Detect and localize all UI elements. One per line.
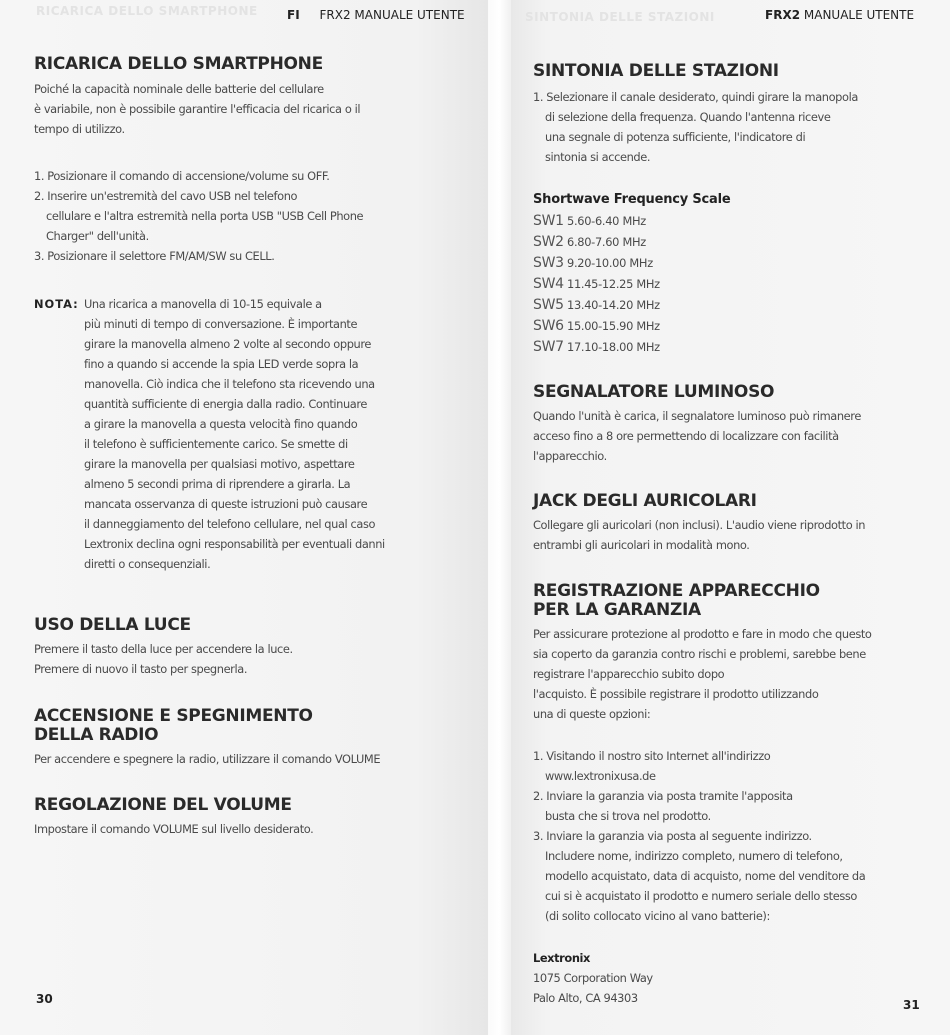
section-title: JACK DEGLI AURICOLARI xyxy=(533,491,757,511)
text-line: tempo di utilizzo. xyxy=(34,122,125,136)
step-line: 1. Posizionare il comando di accensione/volume su OFF. xyxy=(34,169,330,183)
text-line: è variabile, non è possibile garantire l'efficacia del ricarica o il xyxy=(34,102,361,116)
band-label: SW3 xyxy=(533,255,564,271)
section-tuning xyxy=(533,62,938,167)
step-line: Charger" dell'unità. xyxy=(46,229,149,243)
text-line: di selezione della frequenza. Quando l'antenna riceve xyxy=(545,110,831,124)
step-line: Includere nome, indirizzo completo, numero di telefono, xyxy=(545,849,843,863)
right-page xyxy=(511,0,950,1035)
step-line: 3. Posizionare il selettore FM/AM/SW su CELL. xyxy=(34,249,275,263)
address-line: Palo Alto, CA 94303 xyxy=(533,991,638,1005)
section-title: REGOLAZIONE DEL VOLUME xyxy=(34,795,292,815)
bleed-through-text: SINTONIA DELLE STAZIONI xyxy=(525,10,715,24)
table-row xyxy=(533,337,938,358)
band-range: 13.40-14.20 MHz xyxy=(567,298,660,312)
section-light xyxy=(34,616,484,679)
text-line: registrare l'apparecchio subito dopo xyxy=(533,667,725,681)
note-block xyxy=(34,294,484,574)
page-header xyxy=(765,8,914,22)
table-row xyxy=(533,274,938,295)
step-line: cui si è acquistato il prodotto e numero seriale dello stesso xyxy=(545,889,857,903)
text-line: 1. Selezionare il canale desiderato, quindi girare la manopola xyxy=(533,90,858,104)
text-line: entrambi gli auricolari in modalità mono. xyxy=(533,538,750,552)
text-line: Poiché la capacità nominale delle batterie del cellulare xyxy=(34,82,324,96)
charging-steps xyxy=(34,166,484,266)
shortwave-table xyxy=(533,211,938,358)
band-label: SW2 xyxy=(533,234,564,250)
section-charging xyxy=(34,55,484,139)
text-line: l'apparecchio. xyxy=(533,449,607,463)
note-line: diretti o consequenziali. xyxy=(84,557,211,571)
note-line: quantità sufficiente di energia dalla radio. Continuare xyxy=(84,397,368,411)
text-line: Per accendere e spegnere la radio, utilizzare il comando VOLUME xyxy=(34,752,381,766)
note-line: almeno 5 secondi prima di riprendere a girarla. La xyxy=(84,477,351,491)
note-line: manovella. Ciò indica che il telefono sta ricevendo una xyxy=(84,377,375,391)
step-line: busta che si trova nel prodotto. xyxy=(545,809,711,823)
step-line: 1. Visitando il nostro sito Internet all'indirizzo xyxy=(533,749,771,763)
text-line: una di queste opzioni: xyxy=(533,707,651,721)
note-line: Lextronix declina ogni responsabilità per eventuali danni xyxy=(84,537,385,551)
note-line: girare la manovella per qualsiasi motivo, aspettare xyxy=(84,457,355,471)
note-line: il telefono è sufficientemente carico. Se smette di xyxy=(84,437,348,451)
address-line: 1075 Corporation Way xyxy=(533,971,653,985)
note-line: il danneggiamento del telefono cellulare, nel qual caso xyxy=(84,517,376,531)
table-row xyxy=(533,232,938,253)
step-line: 3. Inviare la garanzia via posta al seguente indirizzo. xyxy=(533,829,812,843)
shortwave-scale-title: Shortwave Frequency Scale xyxy=(533,192,731,207)
section-title: SINTONIA DELLE STAZIONI xyxy=(533,61,779,81)
section-title: PER LA GARANZIA xyxy=(533,600,701,620)
page-number: 30 xyxy=(36,992,53,1006)
table-row xyxy=(533,211,938,232)
page-header xyxy=(287,8,465,22)
section-power xyxy=(34,707,484,769)
section-beacon xyxy=(533,383,938,466)
step-line: 2. Inserire un'estremità del cavo USB nel telefono xyxy=(34,189,298,203)
book-gutter xyxy=(488,0,511,1035)
band-range: 5.60-6.40 MHz xyxy=(567,214,646,228)
band-range: 9.20-10.00 MHz xyxy=(567,256,653,270)
header-letter: FI xyxy=(287,8,300,22)
band-range: 17.10-18.00 MHz xyxy=(567,340,660,354)
section-title: ACCENSIONE E SPEGNIMENTO xyxy=(34,706,313,726)
header-brand: FRX2 xyxy=(765,8,801,22)
band-range: 15.00-15.90 MHz xyxy=(567,319,660,333)
text-line: sintonia si accende. xyxy=(545,150,651,164)
note-line: a girare la manovella a questa velocità fino quando xyxy=(84,417,358,431)
section-registration xyxy=(533,582,938,724)
text-line: Impostare il comando VOLUME sul livello desiderato. xyxy=(34,822,314,836)
step-line: cellulare e l'altra estremità nella porta USB "USB Cell Phone xyxy=(46,209,364,223)
note-line: più minuti di tempo di conversazione. È importante xyxy=(84,317,358,331)
band-label: SW4 xyxy=(533,276,564,292)
registration-steps xyxy=(533,746,938,926)
band-label: SW6 xyxy=(533,318,564,334)
header-title: MANUALE UTENTE xyxy=(803,8,915,22)
text-line: Per assicurare protezione al prodotto e fare in modo che questo xyxy=(533,627,872,641)
text-line: una segnale di potenza sufficiente, l'indicatore di xyxy=(545,130,806,144)
note-line: girare la manovella almeno 2 volte al secondo oppure xyxy=(84,337,371,351)
text-line: Premere di nuovo il tasto per spegnerla. xyxy=(34,662,248,676)
section-title: REGISTRAZIONE APPARECCHIO xyxy=(533,581,820,601)
company-address xyxy=(533,948,833,1008)
text-line: l'acquisto. È possibile registrare il prodotto utilizzando xyxy=(533,687,819,701)
band-label: SW7 xyxy=(533,339,564,355)
step-line: 2. Inviare la garanzia via posta tramite l'apposita xyxy=(533,789,793,803)
note-line: mancata osservanza di queste istruzioni può causare xyxy=(84,497,368,511)
text-line: acceso fino a 8 ore permettendo di localizzare con facilità xyxy=(533,429,839,443)
text-line: Quando l'unità è carica, il segnalatore luminoso può rimanere xyxy=(533,409,861,423)
section-title: RICARICA DELLO SMARTPHONE xyxy=(34,54,323,74)
note-line: Una ricarica a manovella di 10-15 equivale a xyxy=(84,297,322,311)
table-row xyxy=(533,316,938,337)
page-number: 31 xyxy=(903,998,920,1012)
section-headphone-jack xyxy=(533,492,938,555)
section-volume xyxy=(34,796,484,839)
step-line: (di solito collocato vicino al vano batterie): xyxy=(545,909,770,923)
table-row xyxy=(533,295,938,316)
text-line: Collegare gli auricolari (non inclusi). L'audio viene riprodotto in xyxy=(533,518,866,532)
band-range: 6.80-7.60 MHz xyxy=(567,235,646,249)
section-title: SEGNALATORE LUMINOSO xyxy=(533,382,775,402)
company-name: Lextronix xyxy=(533,951,590,965)
note-label: NOTA: xyxy=(34,297,79,311)
header-title: FRX2 MANUALE UTENTE xyxy=(319,8,465,22)
step-line: modello acquistato, data di acquisto, nome del venditore da xyxy=(545,869,866,883)
band-range: 11.45-12.25 MHz xyxy=(567,277,660,291)
section-title: USO DELLA LUCE xyxy=(34,615,191,635)
text-line: Premere il tasto della luce per accendere la luce. xyxy=(34,642,293,656)
shortwave-scale xyxy=(533,192,938,358)
table-row xyxy=(533,253,938,274)
band-label: SW1 xyxy=(533,213,564,229)
band-label: SW5 xyxy=(533,297,564,313)
bleed-through-text: RICARICA DELLO SMARTPHONE xyxy=(36,4,258,18)
section-title: DELLA RADIO xyxy=(34,725,159,745)
website-link[interactable]: www.lextronixusa.de xyxy=(545,769,656,783)
note-line: fino a quando si accende la spia LED verde sopra la xyxy=(84,357,359,371)
text-line: sia coperto da garanzia contro rischi e problemi, sarebbe bene xyxy=(533,647,866,661)
